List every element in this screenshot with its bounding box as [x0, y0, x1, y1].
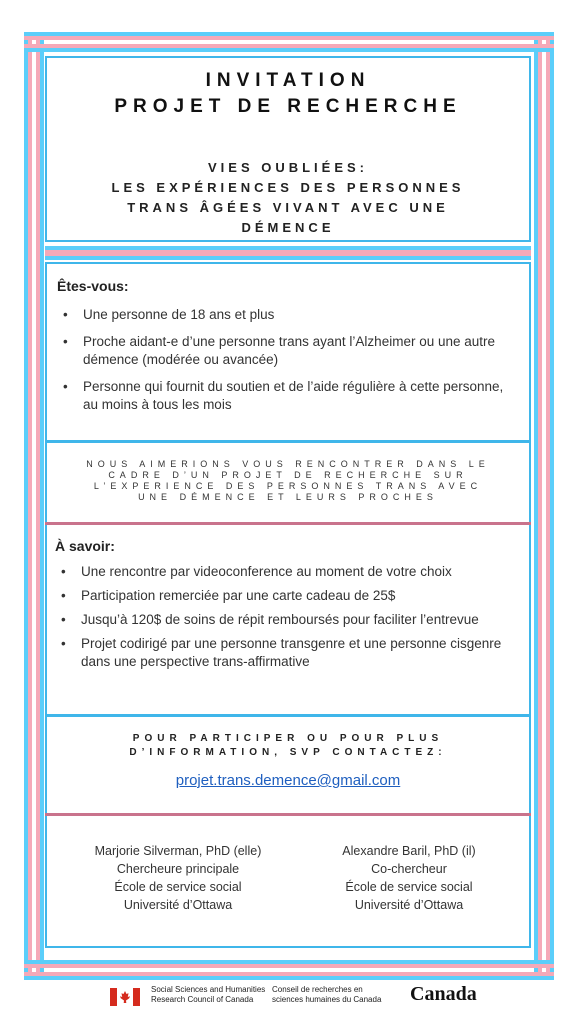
- researcher-card: [78, 842, 278, 914]
- frame-stripe: [24, 960, 554, 964]
- list-item: • Participation remerciée par une carte cadeau de 25$: [55, 587, 525, 605]
- to-know-heading: À savoir:: [55, 538, 115, 554]
- list-item: • Une rencontre par videoconference au moment de votre choix: [55, 563, 525, 581]
- meet-notice: [45, 459, 531, 503]
- frame-stripe: [546, 32, 550, 980]
- study-title: TRANS ÂGÉES VIVANT AVEC UNE: [127, 200, 449, 215]
- eligibility-heading: Êtes-vous:: [57, 278, 129, 294]
- researcher-dept: École de service social: [345, 880, 473, 894]
- canada-wordmark: Canada: [410, 983, 477, 1005]
- notice-line: NOUS AIMERIONS VOUS RENCONTRER DANS LE: [86, 459, 490, 469]
- divider: [45, 440, 531, 443]
- sshrc-fr-line: Conseil de recherches en: [272, 985, 363, 994]
- canada-flag-icon: [110, 988, 140, 1006]
- researcher-name: Alexandre Baril, PhD (il): [342, 844, 476, 858]
- to-know-list: [55, 563, 525, 671]
- researcher-univ: Université d’Ottawa: [354, 898, 464, 912]
- frame-stripe: [550, 32, 554, 980]
- study-title: LES EXPÉRIENCES DES PERSONNES: [111, 180, 465, 195]
- contact-section: [45, 717, 531, 813]
- frame-stripe: [40, 32, 44, 980]
- stripe-band: [45, 246, 531, 260]
- list-item: • Personne qui fournit du soutien et de l’aide régulière à cette personne, au moins à tous les mois: [57, 378, 519, 414]
- page-title: PROJET DE RECHERCHE: [114, 96, 462, 117]
- study-title: VIES OUBLIÉES:: [207, 160, 369, 175]
- study-title: DÉMENCE: [241, 220, 335, 235]
- researcher-name: Marjorie Silverman, PhD (elle): [94, 844, 262, 858]
- frame-stripe: [24, 48, 554, 52]
- researcher-role: Co-chercheur: [371, 862, 447, 876]
- sshrc-name-en: [151, 985, 265, 1005]
- researcher-card: [309, 842, 509, 914]
- notice-line: CADRE D’UN PROJET DE RECHERCHE SUR: [108, 470, 468, 480]
- sshrc-en-line: Social Sciences and Humanities: [151, 985, 266, 994]
- frame-stripe: [538, 32, 542, 980]
- eligibility-list: [57, 306, 519, 414]
- contact-email-link[interactable]: projet.trans.demence@gmail.com: [175, 772, 401, 789]
- list-item: • Projet codirigé par une personne transgenre et une personne cisgenre dans une perspective trans-affirmative: [55, 635, 525, 671]
- notice-line: UNE DÉMENCE ET LEURS PROCHES: [138, 492, 438, 502]
- title-panel: [45, 56, 531, 242]
- to-know-section: [55, 538, 525, 671]
- contact-prompt: POUR PARTICIPER OU POUR PLUS: [132, 733, 444, 744]
- frame-stripe: [24, 972, 554, 976]
- frame-stripe: [24, 36, 554, 40]
- footer: [0, 980, 576, 1024]
- frame-stripe: [24, 964, 554, 968]
- sshrc-en-line: Research Council of Canada: [151, 995, 254, 1004]
- sshrc-fr-line: sciences humaines du Canada: [272, 995, 382, 1004]
- page-title: INVITATION: [205, 70, 371, 91]
- divider: [45, 522, 531, 525]
- frame-stripe: [534, 32, 538, 980]
- researcher-dept: École de service social: [114, 880, 242, 894]
- sshrc-name-fr: [272, 985, 381, 1005]
- notice-line: L’EXPERIENCE DES PERSONNES TRANS AVEC: [93, 481, 483, 491]
- list-item: • Proche aidant-e d’une personne trans ayant l’Alzheimer ou une autre démence (modérée ou avancée): [57, 333, 519, 369]
- researcher-univ: Université d’Ottawa: [123, 898, 233, 912]
- researcher-role: Chercheure principale: [116, 862, 240, 876]
- contact-prompt: D’INFORMATION, SVP CONTACTEZ:: [129, 747, 447, 758]
- list-item: • Jusqu’à 120$ de soins de répit remboursés pour faciliter l’entrevue: [55, 611, 525, 629]
- frame-stripe: [542, 32, 546, 980]
- list-item: • Une personne de 18 ans et plus: [57, 306, 519, 324]
